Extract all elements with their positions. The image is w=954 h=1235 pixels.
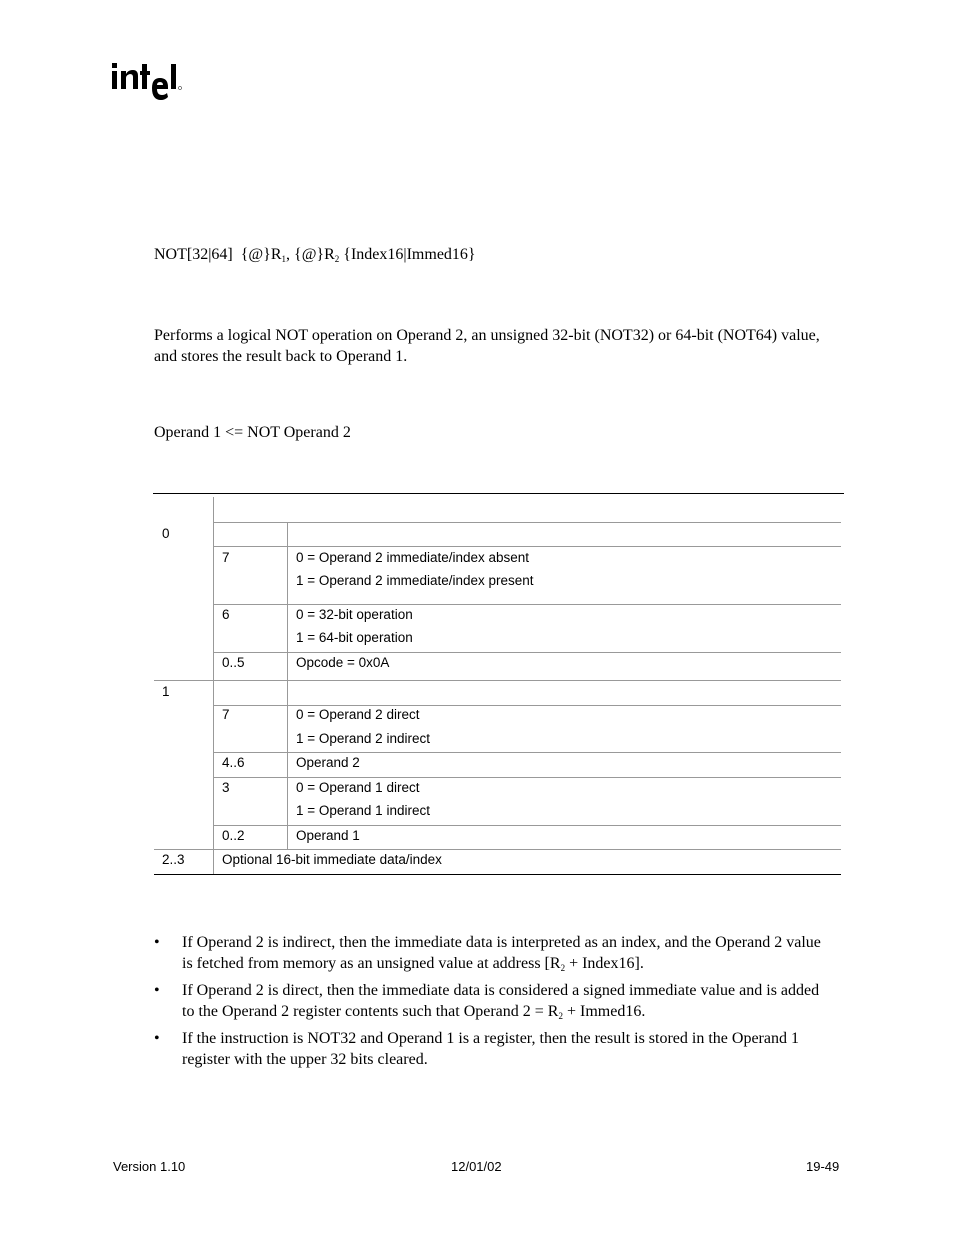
syntax-operand1: {@}R <box>240 246 282 263</box>
encoding-header-row <box>154 497 841 522</box>
bit-description: 0 = 32-bit operation <box>296 607 413 622</box>
table-row <box>154 825 841 849</box>
bit-description: 1 = Operand 2 indirect <box>296 731 430 746</box>
table-row <box>154 652 841 680</box>
table-row <box>154 705 841 752</box>
list-item-text: + Index16]. <box>565 955 644 972</box>
list-item-text: If Operand 2 is indirect, then the immediate data is interpreted as an index, and the Operand 2 value is fetched from memory as an unsigned value at address [R <box>182 934 821 972</box>
footer-page-number: 19-49 <box>806 1159 840 1174</box>
intel-logo-icon <box>110 60 190 104</box>
bullet-icon: • <box>154 934 160 951</box>
byte-description: Optional 16-bit immediate data/index <box>222 852 442 867</box>
table-row <box>154 777 841 825</box>
list-item-subscript: 2 <box>560 963 566 973</box>
bit-label: 7 <box>222 707 230 722</box>
syntax-operand2-subscript: 2 <box>334 254 340 264</box>
bit-description: Operand 1 <box>296 828 360 843</box>
bit-label: 7 <box>222 550 230 565</box>
table-row <box>154 546 841 604</box>
table-row <box>154 604 841 652</box>
behavior-list <box>154 932 834 1071</box>
bit-description: 1 = 64-bit operation <box>296 630 413 645</box>
byte-label: 1 <box>162 684 170 699</box>
bit-description: Opcode = 0x0A <box>296 655 390 670</box>
bit-label: 6 <box>222 607 230 622</box>
syntax-operand1-subscript: 1 <box>281 254 287 264</box>
syntax-suffix: {Index16|Immed16} <box>339 246 476 263</box>
bit-description: Operand 2 <box>296 755 360 770</box>
bit-description: 1 = Operand 1 indirect <box>296 803 430 818</box>
list-item <box>154 1028 834 1070</box>
list-item-subscript: 2 <box>558 1011 563 1021</box>
table-row <box>154 522 841 547</box>
table-row <box>154 680 841 705</box>
bit-description: 0 = Operand 2 immediate/index absent <box>296 550 530 565</box>
description-paragraph: Performs a logical NOT operation on Operand 2, an unsigned 32-bit (NOT32) or 64-bit (NOT64) value, and stores the result back to Operand 1. <box>154 327 820 365</box>
bit-description: 0 = Operand 1 direct <box>296 780 420 795</box>
bit-description: 0 = Operand 2 direct <box>296 707 420 722</box>
byte-label: 0 <box>162 526 170 541</box>
operation-text: Operand 1 <= NOT Operand 2 <box>154 424 351 441</box>
bit-label: 0..5 <box>222 655 245 670</box>
syntax-mnemonic: NOT[32|64] <box>154 246 233 263</box>
list-item <box>154 932 834 979</box>
bullet-icon: • <box>154 1030 160 1047</box>
list-item-text: + Immed16. <box>562 1003 646 1020</box>
list-item-text: If Operand 2 is direct, then the immediate data is considered a signed immediate value and is added to the Operand 2 register contents such that Operand 2 = R <box>182 982 820 1020</box>
table-row <box>154 752 841 777</box>
instruction-syntax <box>154 246 476 264</box>
list-item-text: If the instruction is NOT32 and Operand 1 is a register, then the result is stored in the Operand 1 register with the upper 32 bits cleared. <box>182 1030 799 1068</box>
bit-label: 0..2 <box>222 828 245 843</box>
bullet-icon: • <box>154 982 160 999</box>
footer-version: Version 1.10 <box>113 1159 186 1174</box>
bit-label: 4..6 <box>222 755 245 770</box>
encoding-top-rule <box>153 493 844 494</box>
table-row <box>154 849 841 874</box>
byte-label: 2..3 <box>162 852 185 867</box>
bit-description: 1 = Operand 2 immediate/index present <box>296 573 534 588</box>
syntax-operand2: {@}R <box>294 246 335 263</box>
syntax-separator: , <box>286 246 295 263</box>
bit-label: 3 <box>222 780 230 795</box>
list-item <box>154 980 834 1027</box>
footer-date: 12/01/02 <box>451 1159 502 1174</box>
